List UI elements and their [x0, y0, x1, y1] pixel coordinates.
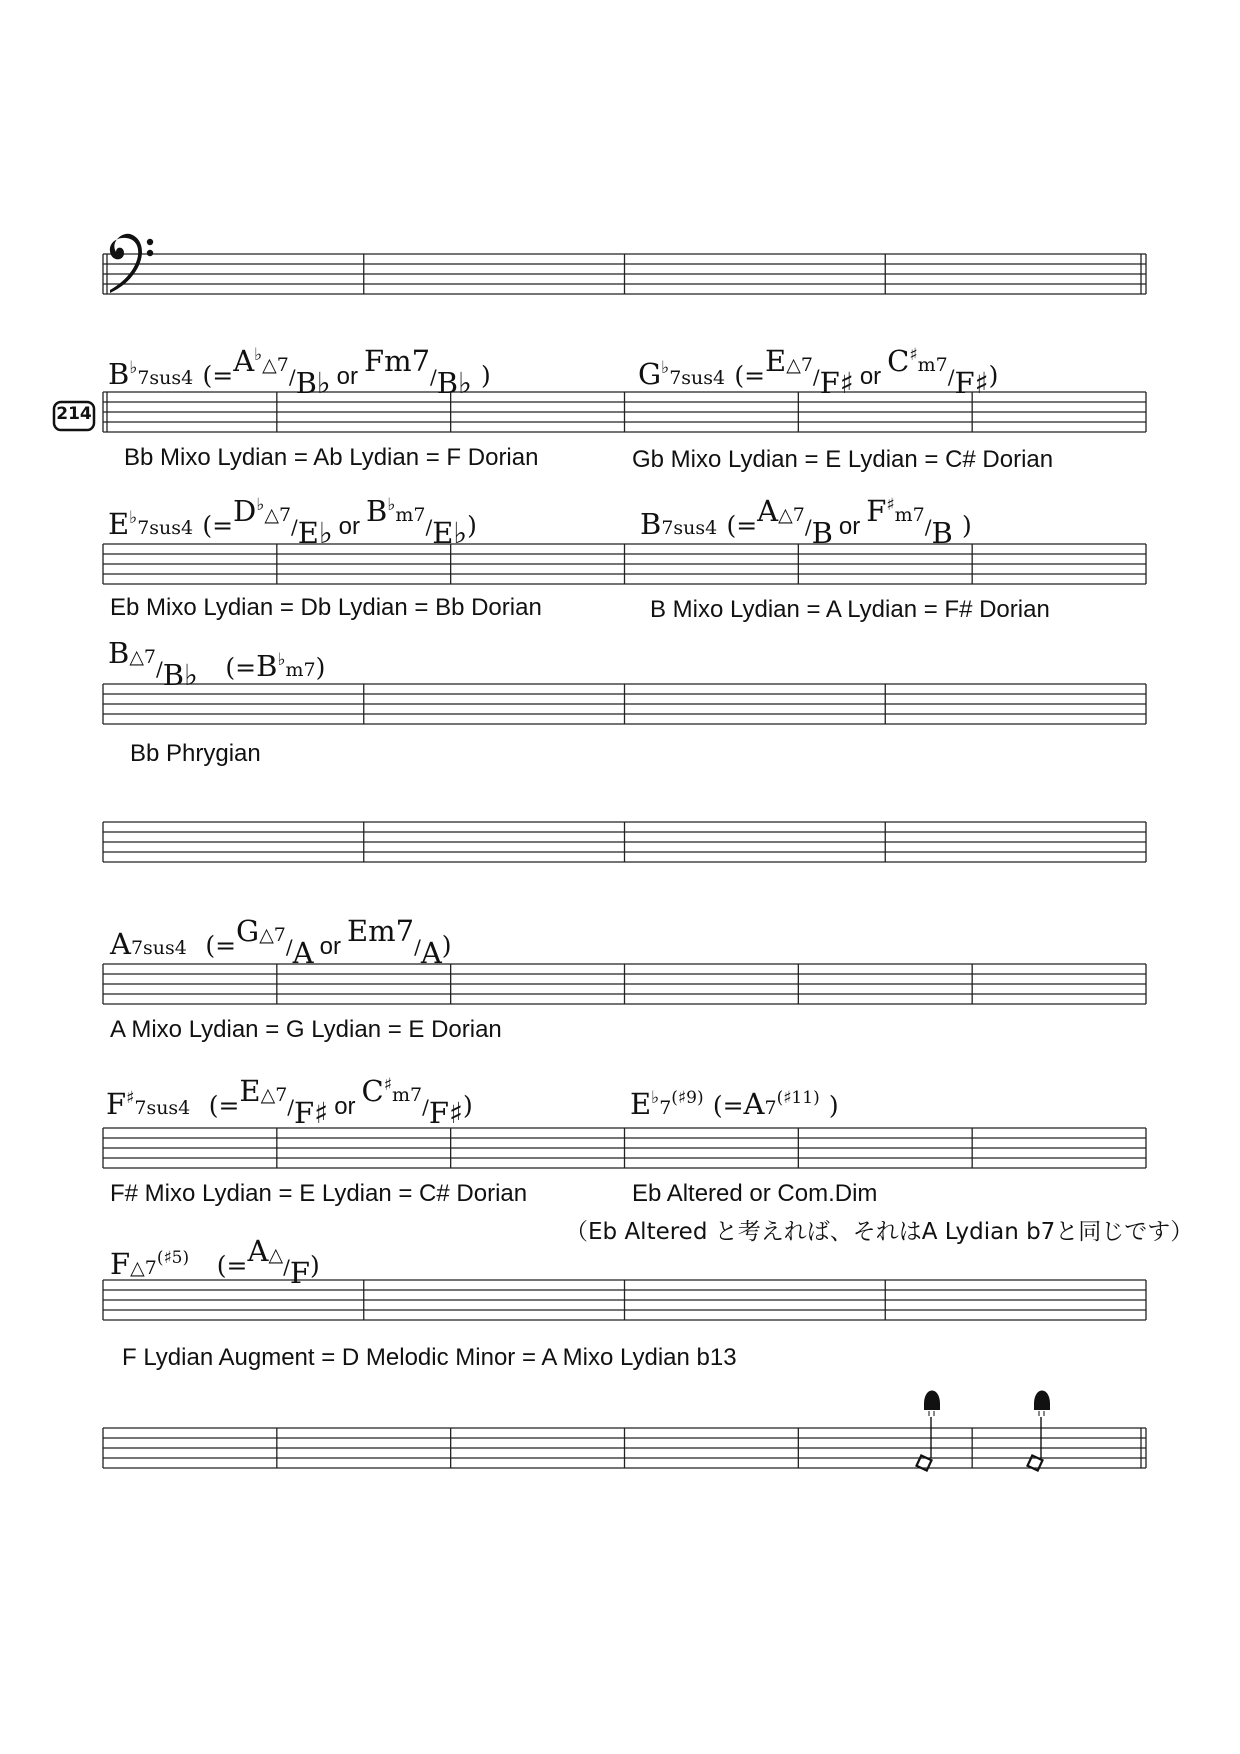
staff-system-6 [103, 964, 1146, 1004]
chord-bb7sus4: B♭7sus4 (=A♭△7/B♭ or Fm7/B♭ ) [108, 344, 491, 400]
scale-f-lydian-augment: F Lydian Augment = D Melodic Minor = A Mixo Lydian b13 [122, 1344, 737, 1371]
diamond-note [1025, 1391, 1050, 1474]
staff-system-8 [103, 1280, 1146, 1320]
staff-system-3 [103, 544, 1146, 584]
staff-system-4 [103, 684, 1146, 724]
chord-bmaj7-over-bb: B△7/B♭ (=B♭m7) [108, 636, 326, 692]
diamond-note [914, 1391, 940, 1474]
staff-system-7 [103, 1128, 1146, 1168]
scale-bb-phrygian: Bb Phrygian [130, 740, 261, 767]
staff-system-1 [103, 254, 1146, 294]
chord-fmaj7-sharp5: $F\triangle 7^{(♯5)}$ (=A△/F) [110, 1234, 320, 1290]
staff-system-2 [103, 392, 1146, 432]
scale-a-mixolydian: A Mixo Lydian = G Lydian = E Dorian [110, 1016, 502, 1043]
staff-system-9 [103, 1428, 1146, 1468]
scale-eb-altered-note: （Eb Altered と考えれば、それはA Lydian b7と同じです） [565, 1219, 1194, 1245]
chord-eb7sus4: E♭7sus4 (=D♭△7/E♭ or B♭m7/E♭) [108, 494, 477, 550]
chord-gb7sus4: G♭7sus4 (=E△7/F♯ or C♯m7/F♯) [638, 344, 999, 400]
chord-fs7sus4: F♯7sus4 (=E△7/F♯ or C♯m7/F♯) [106, 1074, 473, 1130]
chord-a7sus4: A7sus4 (=G△7/A or Em7/A) [110, 914, 452, 970]
chord-eb7-sharp9: $E^♭7^{(♯9)}$ ($=A7^{(♯11)}$ ) [630, 1087, 839, 1121]
scale-b-mixolydian: B Mixo Lydian = A Lydian = F# Dorian [650, 596, 1050, 623]
scale-bb-mixolydian: Bb Mixo Lydian = Ab Lydian = F Dorian [124, 444, 539, 471]
scale-eb-mixolydian: Eb Mixo Lydian = Db Lydian = Bb Dorian [110, 594, 542, 621]
scale-fs-mixolydian: F# Mixo Lydian = E Lydian = C# Dorian [110, 1180, 528, 1207]
page-number: 214 [56, 404, 92, 424]
scale-eb-altered: Eb Altered or Com.Dim [632, 1180, 878, 1207]
scale-gb-mixolydian: Gb Mixo Lydian = E Lydian = C# Dorian [632, 446, 1054, 473]
chord-b7sus4: B7sus4 (=A△7/B or F♯m7/B ) [640, 494, 972, 550]
staff-system-5 [103, 822, 1146, 862]
